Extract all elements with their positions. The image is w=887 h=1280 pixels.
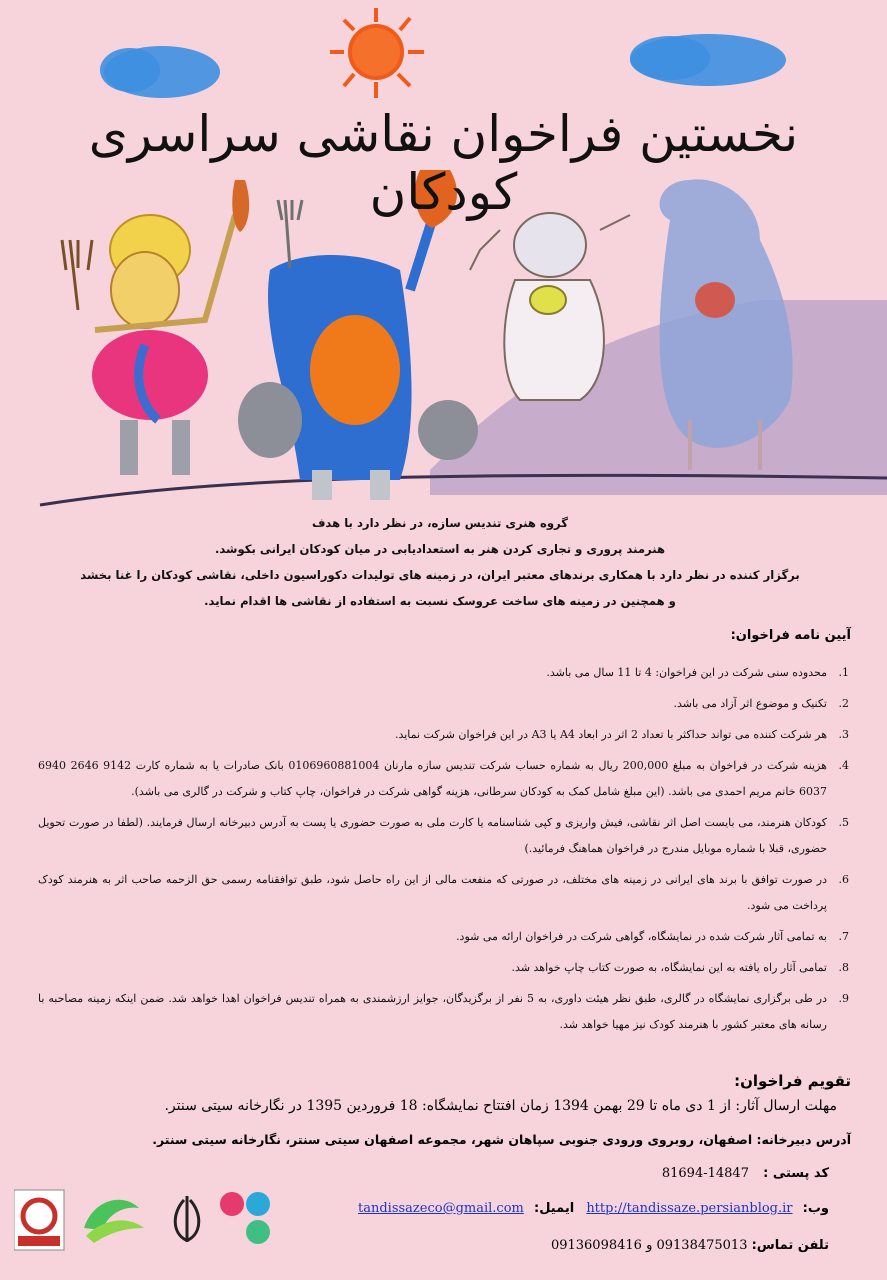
rule-text: کودکان هنرمند، می بایست اصل اثر نقاشی، فیش واریزی و کپی شناسنامه یا کارت ملی به صورت حضوری یا پست به آدرس دبیرخانه ارسال فرمایند. (لطفا در صورت تحویل حضوری، قبلا با شماره موبایل مندرج در فراخوان هماهنگ فرمائید.) <box>38 816 827 855</box>
rule-number: 5. <box>838 816 849 829</box>
rule-text: هزینه شرکت در فراخوان به مبلغ 200,000 ریال به شماره حساب شرکت تندیس سازه مارنان 0106960881004 بانک صادرات یا به شماره کارت 9142 2646 6940 6037 خانم مریم احمدی می باشد. (این مبلغ شامل کمک به کودکان سرطانی، هزینه گواهی شرکت در فراخوان، چاپ کتاب و شرکت در گالری می باشد). <box>38 759 827 798</box>
rules-heading: آیین نامه فراخوان: <box>730 628 851 643</box>
rule-item <box>38 867 849 919</box>
sponsor-logos <box>14 1188 284 1254</box>
rule-text: محدوده سنی شرکت در این فراخوان: 4 تا 11 سال می باشد. <box>546 666 827 679</box>
rule-number: 9. <box>838 992 849 1005</box>
ground-pattern <box>430 300 887 495</box>
rule-text: هر شرکت کننده می تواند حداکثر با تعداد 2 اثر در ابعاد A4 یا A3 در این فراخوان شرکت نماید. <box>394 728 827 741</box>
sun <box>330 8 424 98</box>
phone-label: تلفن تماس: <box>751 1238 829 1253</box>
rule-number: 2. <box>838 697 849 710</box>
web-email-row <box>358 1201 829 1216</box>
calendar-text: مهلت ارسال آثار: از 1 دی ماه تا 29 بهمن 1394 زمان افتتاح نمایشگاه: 18 فروردین 1395 در نگارخانه سیتی سنتر. <box>164 1098 837 1114</box>
rule-number: 7. <box>838 930 849 943</box>
rule-item <box>38 722 849 748</box>
postal-label: کد پستی : <box>763 1166 829 1181</box>
rule-item <box>38 691 849 717</box>
city-center-logo <box>220 1192 270 1244</box>
email-label: ایمیل: <box>534 1201 575 1216</box>
rule-text: به تمامی آثار شرکت شده در نمایشگاه، گواهی شرکت در فراخوان ارائه می شود. <box>456 930 827 943</box>
calendar-heading: تقویم فراخوان: <box>734 1072 851 1090</box>
address-label: آدرس دبیرخانه: <box>756 1132 851 1147</box>
intro-line: گروه هنری تندیس سازه، در نظر دارد با هدف <box>311 516 569 530</box>
rule-number: 8. <box>838 961 849 974</box>
rule-text: تمامی آثار راه یافته به این نمایشگاه، به صورت کتاب چاپ خواهد شد. <box>511 961 827 974</box>
rule-item <box>38 924 849 950</box>
rule-item <box>38 986 849 1038</box>
intro-line: برگزار کننده در نظر دارد با همکاری برندهای معتبر ایران، در زمینه های تولیدات دکوراسیون داخلی، نقاشی کودکان را غنا بخشد <box>80 568 800 582</box>
web-label: وب: <box>802 1201 829 1216</box>
address-text: اصفهان، روبروی ورودی جنوبی سپاهان شهر، مجموعه اصفهان سیتی سنتر، نگارخانه سیتی سنتر. <box>152 1132 757 1147</box>
postal-row <box>662 1166 829 1181</box>
rules-list <box>38 660 849 1043</box>
postal-code: 81694-14847 <box>661 1166 749 1181</box>
phone-row <box>551 1238 829 1253</box>
rule-item <box>38 753 849 805</box>
rule-number: 1. <box>838 666 849 679</box>
rule-item <box>38 660 849 686</box>
a4-gallery-logo <box>14 1190 64 1250</box>
intro-line: و همچنین در زمینه های ساخت عروسک نسبت به استفاده از نقاشی ها اقدام نماید. <box>204 594 676 608</box>
rule-number: 6. <box>838 873 849 886</box>
children-drawing-illustration <box>0 0 887 520</box>
poster-title: نخستین فراخوان نقاشی سراسری کودکان <box>88 105 799 221</box>
tandis-saze-logo <box>84 1200 144 1243</box>
rule-item <box>38 810 849 862</box>
secretariat-address <box>152 1132 851 1147</box>
rule-text: تکنیک و موضوع اثر آزاد می باشد. <box>673 697 827 710</box>
intro-line: هنرمند پروری و تجاری کردن هنر به استعدادیابی در میان کودکان ایرانی بکوشد. <box>214 542 666 556</box>
phone-numbers: 09138475013 و 09136098416 <box>550 1238 748 1253</box>
rule-number: 3. <box>838 728 849 741</box>
intro-paragraph <box>40 510 840 614</box>
rule-text: در صورت توافق با برند های ایرانی در زمینه های مختلف، در صورتی که منفعت مالی از این راه حاصل شود، طبق توافقنامه رسمی حق الزحمه صاحب اثر به هنرمند کودک پرداخت می شود. <box>38 873 827 912</box>
rule-text: در طی برگزاری نمایشگاه در گالری، طبق نظر هیئت داوری، به 5 نفر از برگزیدگان، جوایز ارزشمندی به همراه تندیس فراخوان اهدا خواهد شد. ضمن اینکه زمینه مصاحبه با رسانه های معتبر کشور با هنرمند کودک نیز مهیا خواهد شد. <box>38 992 827 1031</box>
rule-item <box>38 955 849 981</box>
iran-emblem-logo <box>175 1196 199 1242</box>
figure-yellow <box>62 180 249 475</box>
website-link[interactable]: http://tandissaze.persianblog.ir <box>586 1201 793 1216</box>
rule-number: 4. <box>838 759 849 772</box>
email-link[interactable]: tandissazeco@gmail.com <box>358 1201 524 1216</box>
